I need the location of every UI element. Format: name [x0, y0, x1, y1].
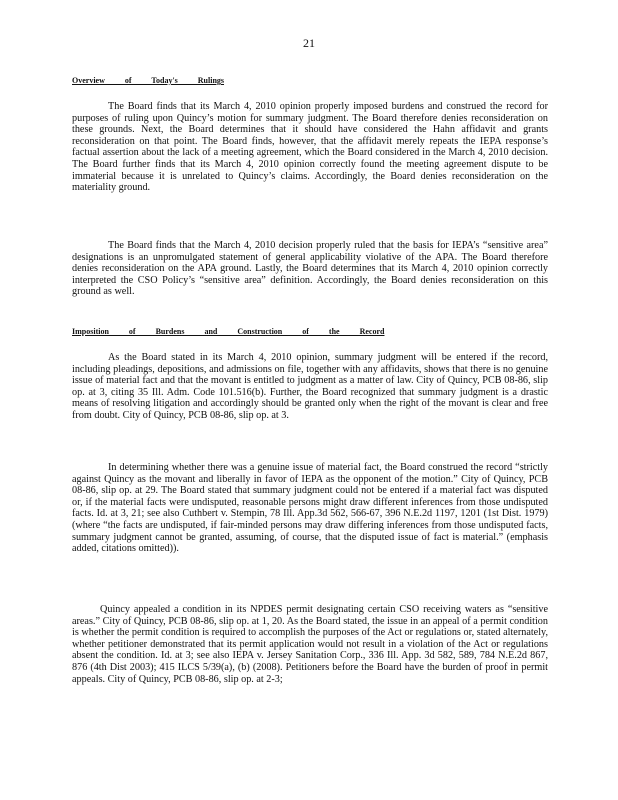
- paragraph-construing-record: In determining whether there was a genuine issue of material fact, the Board construed the record “strictly against Quincy as the movant and liberally in favor of IEPA as the opponent of the motion.” City of Quincy, PCB 08-86, slip op. at 29. The Board stated that summary judgment could not be entered if a material fact was disputed or, if the material facts were undisputed, reasonable persons might draw different inferences from those undisputed facts. Id. at 3, 21; see also Cuthbert v. Stempin, 78 Ill. App.3d 562, 566-67, 396 N.E.2d 1197, 1201 (1st Dist. 1979) (where “the facts are undisputed, if fair-minded persons may draw differing inferences from those undisputed facts, summary judgment cannot be granted, assuming, of course, that the disputed issue of fact is material.” (emphasis added, citations omitted)).: [72, 462, 548, 555]
- paragraph-summary-judgment-standard: As the Board stated in its March 4, 2010 opinion, summary judgment will be entered if the record, including pleadings, depositions, and admissions on file, together with any affidavits, shows that there is no genuine issue of material fact and that the movant is entitled to judgment as a matter of law. City of Quincy, PCB 08-86, slip op. at 3, citing 35 Ill. Adm. Code 101.516(b). Further, the Board recognized that summary judgment is a drastic means of resolving litigation and accordingly should be granted only when the right of the movant is clear and free from doubt. City of Quincy, PCB 08-86, slip op. at 3.: [72, 352, 548, 421]
- imposition-heading: Imposition of Burdens and Construction of the Record: [72, 327, 385, 336]
- paragraph-overview-2: The Board finds that the March 4, 2010 decision properly ruled that the basis for IEPA’s “sensitive area” designations is an unpromulgated statement of general applicability violative of the APA. The Board therefore denies reconsideration on the APA ground. Lastly, the Board determines that its March 4, 2010 opinion correctly interpreted the CSO Policy’s “sensitive area” definition. Accordingly, the Board denies reconsideration on this ground as well.: [72, 240, 548, 298]
- paragraph-permit-appeal: Quincy appealed a condition in its NPDES permit designating certain CSO receiving waters as “sensitive areas.” City of Quincy, PCB 08-86, slip op. at 1, 20. As the Board stated, the issue in an appeal of a permit condition is whether the permit condition is required to accomplish the purposes of the Act or regulations or, stated alternately, whether petitioner demonstrated that its permit application would not result in a violation of the Act or regulations absent the condition. Id. at 3; see also IEPA v. Jersey Sanitation Corp., 336 Ill. App. 3d 582, 589, 784 N.E.2d 867, 876 (4th Dist 2003); 415 ILCS 5/39(a), (b) (2008). Petitioners before the Board have the burden of proof in permit appeals. City of Quincy, PCB 08-86, slip op. at 2-3;: [72, 604, 548, 685]
- paragraph-overview-1: The Board finds that its March 4, 2010 opinion properly imposed burdens and construed the record for purposes of ruling upon Quincy’s motion for summary judgment. The Board therefore denies reconsideration on these grounds. Next, the Board determines that it should have considered the Hahn affidavit and grants reconsideration on that point. The Board finds, however, that the affidavit merely repeats the IEPA response’s factual assertion about the lack of a meeting agreement, which the Board considered in the March 4, 2010 decision. The Board further finds that its March 4, 2010 opinion correctly found the meeting agreement dispute to be immaterial because it is unrelated to Quincy’s claims. Accordingly, the Board denies reconsideration on the materiality ground.: [72, 101, 548, 194]
- page-number: 21: [303, 36, 315, 50]
- overview-heading: Overview of Today's Rulings: [72, 76, 225, 85]
